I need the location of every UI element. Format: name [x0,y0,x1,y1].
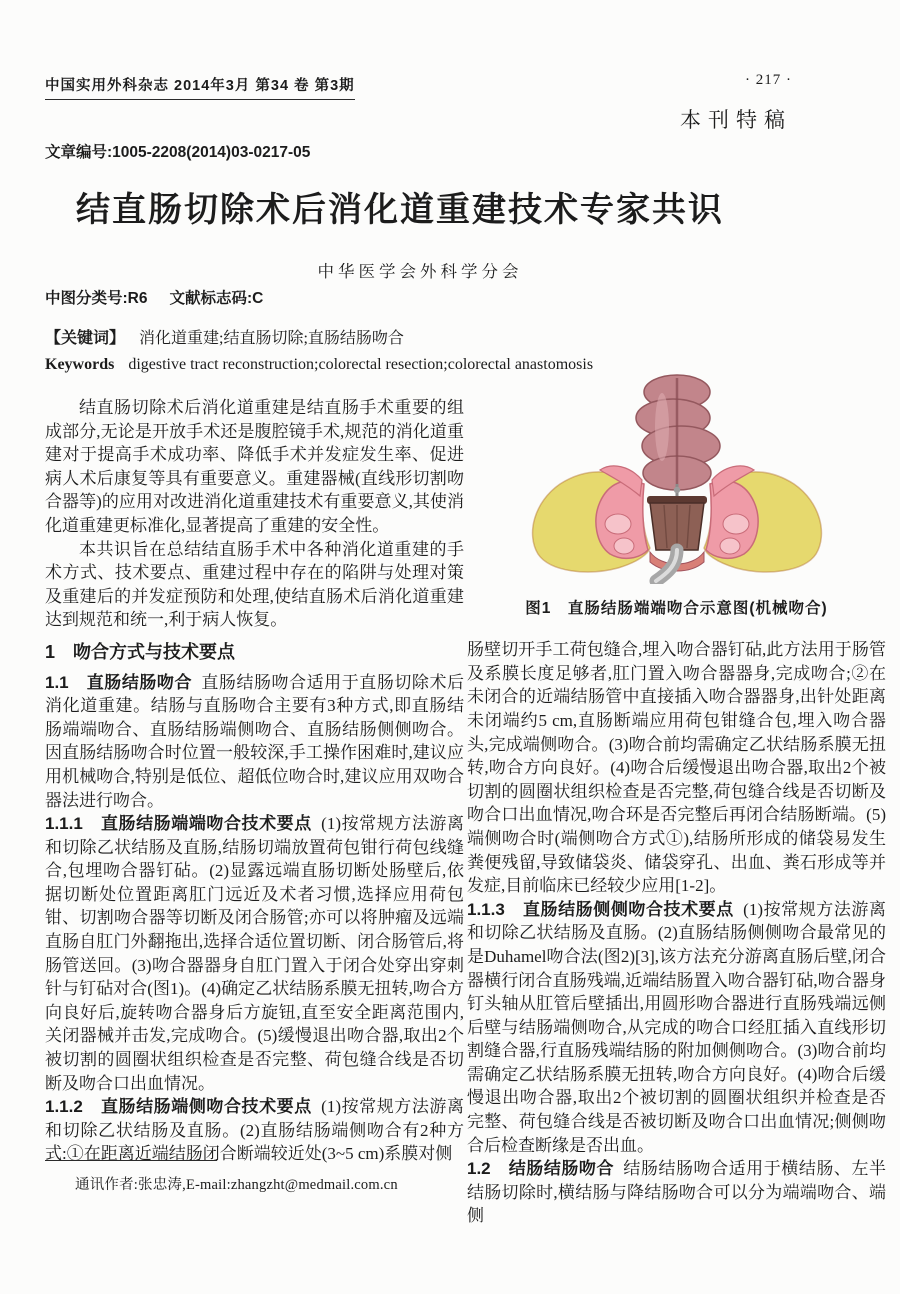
article-number: 文章编号:1005-2208(2014)03-0217-05 [45,144,311,161]
body-paragraph: 肠壁切开手工荷包缝合,埋入吻合器钉砧,此方法用于肠管及系膜长度足够者,肛门置入吻合器器身,完成吻合;②在未闭合的近端结肠管中直接插入吻合器器身,出针处距离未闭端约5 cm,直肠断端应用荷包钳缝合包,埋入吻合器头,完成端侧吻合。(3)吻合前均需确定乙状结肠系膜无扭转,吻合方向良好。(4)吻合后缓慢退出吻合器,取出2个被切割的圆圈状组织检查是否完整,荷包缝合线是否切断及吻合口出血情况,吻合环是否完整后再闭合结肠断端。(5)端侧吻合时(端侧吻合方式①),结肠所形成的储袋易发生粪便残留,导致储袋炎、储袋穿孔、出血、粪石形成等并发症,目前临床已经较少应用[1-2]。 [467,640,886,896]
clc-number: 中图分类号:R6 [45,290,148,307]
feature-column-label: 本刊特稿 [680,108,792,132]
classification-line [45,286,263,308]
subsection-text: (1)按常规方法游离和切除乙状结肠及直肠。(2)直肠结肠端侧吻合有2种方式:①在距离近端结肠闭合断端较近处(3~5 cm)系膜对侧 [45,1097,464,1164]
body-paragraph [45,671,464,813]
corresponding-author: 通讯作者:张忠涛,E-mail:zhangzht@medmail.com.cn [75,1177,398,1193]
keywords-en-text: digestive tract reconstruction;colorectal resection;colorectal anastomosis [128,356,594,373]
keywords-cn-label: 【关键词】 [45,330,126,347]
journal-name: 中国实用外科杂志 2014年3月 第34 卷 第3期 [45,74,355,100]
keywords-cn-row [45,326,870,352]
document-code: 文献标志码:C [169,290,264,307]
figure-1 [467,372,886,591]
page-number: · 217 · [745,72,792,88]
footnote-block [45,1160,465,1194]
subsection-label-1-1-1: 1.1.1 直肠结肠端端吻合技术要点 [45,814,312,834]
body-paragraph: 结直肠切除术后消化道重建是结直肠手术重要的组成部分,无论是开放手术还是腹腔镜手术,规范的消化道重建对于提高手术成功率、降低手术并发症发生率、促进病人术后康复等具有重要意义。重建器械(直线形切割吻合器等)的应用对改进消化道重建技术有重要意义,其使消化道重建更标准化,显著提高了重建的安全性。 [45,398,464,535]
page-title: 结直肠切除术后消化道重建技术专家共识 [76,192,724,229]
right-column [467,372,886,1272]
subsection-text: (1)按常规方法游离和切除乙状结肠及直肠,结肠切端放置荷包钳行荷包线缝合,包埋吻合器钉砧。(2)显露远端直肠切断处肠壁后,依据切断处位置距离肛门远近及术者习惯,选择应用荷包钳、切割吻合器等切断及闭合肠管;亦可以将肿瘤及远端直肠自肛门外翻拖出,选择合适位置切断、闭合肠管后,将肠管送回。(3)吻合器器身自肛门置入于闭合处穿出穿刺针与钉砧对合(图1)。(4)确定乙状结肠系膜无扭转,吻合方向良好后,旋转吻合器身后方旋钮,直至安全距离范围内,关闭器械并击发,完成吻合。(5)缓慢退出吻合器,取出2个被切割的圆圈状组织检查是否完整、荷包缝合线是否切断及吻合口出血情况。 [45,814,464,1093]
subsection-text: 结肠结肠吻合适用于横结肠、左半结肠切除时,横结肠与降结肠吻合可以分为端端吻合、端侧 [467,1159,886,1226]
body-paragraph: 本共识旨在总结结直肠手术中各种消化道重建的手术方式、技术要点、重建过程中存在的陷阱与处理对策及重建后的并发症预防和处理,使结直肠术后消化道重建达到规范和统一,利于病人恢复。 [45,539,464,630]
anastomosis-illustration [492,372,862,584]
subsection-label-1-1: 1.1 直肠结肠吻合 [45,672,193,692]
subsection-label-1-2: 1.2 结肠结肠吻合 [467,1159,615,1179]
author-affiliation: 中华医学会外科学分会 [317,262,523,281]
left-column [45,396,464,1166]
body-paragraph [45,812,464,1095]
subsection-label-1-1-2: 1.1.2 直肠结肠端侧吻合技术要点 [45,1097,312,1117]
subsection-text: (1)按常规方法游离和切除乙状结肠及直肠。(2)直肠结肠侧侧吻合最常见的是Duhamel吻合法(图2)[3],该方法充分游离直肠后壁,闭合器横行闭合直肠残端,近端结肠置入吻合器钉砧,吻合器身钉头轴从肛管后壁插出,用圆形吻合器进行直肠残端远侧后壁与结肠端侧吻合,从完成的吻合口经肛插入直线形切割缝合器,行直肠残端结肠的附加侧侧吻合。(3)吻合前均需确定乙状结肠系膜无扭转,吻合方向良好。(4)吻合后缓慢退出吻合器,取出2个被切割的圆圈状组织并检查是否完整、荷包缝合线是否被切断及吻合口出血情况;侧侧吻合后检查断缘是否出血。 [467,899,886,1155]
subsection-label-1-1-3: 1.1.3 直肠结肠侧侧吻合技术要点 [467,899,734,919]
keywords-block [45,326,870,378]
body-paragraph [467,898,886,1158]
section-heading-1: 1 吻合方式与技术要点 [45,641,236,662]
footnote-rule [45,1160,217,1161]
body-paragraph [45,1095,464,1166]
subsection-text: 直肠结肠吻合适用于直肠切除术后消化道重建。结肠与直肠吻合主要有3种方式,即直肠结肠端端吻合、直肠结肠端侧吻合、直肠结肠侧侧吻合。因直肠结肠吻合时位置一般较深,手工操作困难时,建议应用机械吻合,特别是低位、超低位吻合时,建议应用双吻合器法进行吻合。 [45,672,464,810]
figure-1-caption: 图1 直肠结肠端端吻合示意图(机械吻合) [525,599,828,617]
keywords-cn-text: 消化道重建;结直肠切除;直肠结肠吻合 [139,330,404,347]
keywords-en-label: Keywords [45,356,115,373]
body-paragraph [467,1157,886,1228]
